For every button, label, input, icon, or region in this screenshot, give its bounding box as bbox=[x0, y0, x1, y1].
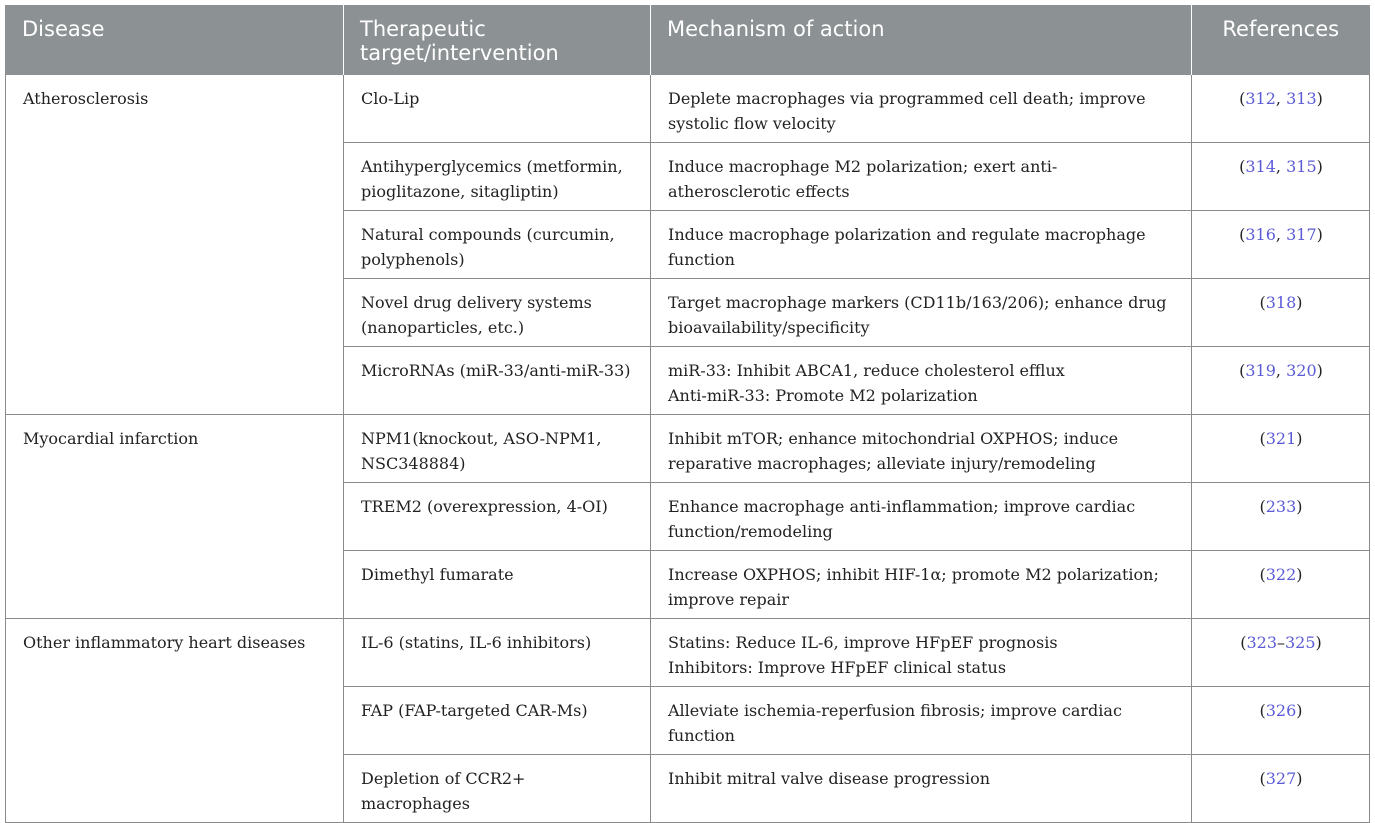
mechanism-line: Inhibit mitral valve disease progression bbox=[668, 769, 991, 788]
target-cell: Natural compounds (curcumin, polyphenols) bbox=[344, 211, 651, 279]
mechanism-line: Enhance macrophage anti-inflammation; improve cardiac function/remodeling bbox=[668, 497, 1136, 541]
mechanism-line: Inhibit mTOR; enhance mitochondrial OXPHOS; induce reparative macrophages; alleviate injury/remodeling bbox=[668, 429, 1119, 473]
mechanism-cell bbox=[651, 415, 1192, 483]
header-mechanism: Mechanism of action bbox=[651, 5, 1192, 75]
target-cell: Dimethyl fumarate bbox=[344, 551, 651, 619]
therapeutic-targets-table bbox=[5, 5, 1370, 823]
table-row bbox=[6, 619, 1370, 687]
mechanism-cell bbox=[651, 211, 1192, 279]
mechanism-line: Increase OXPHOS; inhibit HIF-1α; promote M2 polarization; improve repair bbox=[668, 565, 1159, 609]
table-row bbox=[6, 415, 1370, 483]
references-cell: (326) bbox=[1192, 687, 1370, 755]
target-cell: NPM1(knockout, ASO-NPM1, NSC348884) bbox=[344, 415, 651, 483]
reference-link[interactable]: 312 bbox=[1245, 89, 1276, 108]
header-disease: Disease bbox=[6, 5, 344, 75]
reference-link[interactable]: 317 bbox=[1286, 225, 1317, 244]
mechanism-cell bbox=[651, 75, 1192, 143]
target-cell: Antihyperglycemics (metformin, pioglitazone, sitagliptin) bbox=[344, 143, 651, 211]
reference-link[interactable]: 233 bbox=[1265, 497, 1297, 516]
mechanism-cell bbox=[651, 143, 1192, 211]
disease-cell: Other inflammatory heart diseases bbox=[6, 619, 344, 823]
reference-link[interactable]: 313 bbox=[1286, 89, 1317, 108]
target-cell: Depletion of CCR2+ macrophages bbox=[344, 755, 651, 823]
references-cell: (314, 315) bbox=[1192, 143, 1370, 211]
mechanism-cell bbox=[651, 551, 1192, 619]
mechanism-line: Induce macrophage polarization and regulate macrophage function bbox=[668, 225, 1146, 269]
mechanism-line: Alleviate ischemia-reperfusion fibrosis; improve cardiac function bbox=[668, 701, 1122, 745]
mechanism-line: Induce macrophage M2 polarization; exert anti-atherosclerotic effects bbox=[668, 157, 1058, 201]
reference-separator: – bbox=[1277, 633, 1285, 652]
target-cell: MicroRNAs (miR-33/anti-miR-33) bbox=[344, 347, 651, 415]
references-cell: (312, 313) bbox=[1192, 75, 1370, 143]
header-references: References bbox=[1192, 5, 1370, 75]
reference-link[interactable]: 326 bbox=[1265, 701, 1297, 720]
target-cell: IL-6 (statins, IL-6 inhibitors) bbox=[344, 619, 651, 687]
mechanism-cell bbox=[651, 619, 1192, 687]
target-cell: Clo-Lip bbox=[344, 75, 651, 143]
reference-link[interactable]: 325 bbox=[1285, 633, 1316, 652]
mechanism-line: Anti-miR-33: Promote M2 polarization bbox=[668, 386, 978, 405]
mechanism-cell bbox=[651, 279, 1192, 347]
reference-separator: , bbox=[1275, 361, 1287, 380]
mechanism-line: miR-33: Inhibit ABCA1, reduce cholesterol efflux bbox=[668, 361, 1065, 380]
mechanism-line: Target macrophage markers (CD11b/163/206); enhance drug bioavailability/specificity bbox=[668, 293, 1167, 337]
reference-link[interactable]: 316 bbox=[1245, 225, 1276, 244]
references-cell: (322) bbox=[1192, 551, 1370, 619]
header-target: Therapeutic target/intervention bbox=[344, 5, 651, 75]
reference-separator: , bbox=[1275, 89, 1287, 108]
table-body bbox=[6, 75, 1370, 823]
mechanism-cell bbox=[651, 755, 1192, 823]
reference-link[interactable]: 327 bbox=[1265, 769, 1297, 788]
reference-link[interactable]: 322 bbox=[1265, 565, 1297, 584]
reference-link[interactable]: 320 bbox=[1286, 361, 1317, 380]
mechanism-line: Statins: Reduce IL-6, improve HFpEF prognosis bbox=[668, 633, 1058, 652]
references-cell: (319, 320) bbox=[1192, 347, 1370, 415]
mechanism-cell bbox=[651, 687, 1192, 755]
reference-link[interactable]: 319 bbox=[1245, 361, 1276, 380]
mechanism-cell bbox=[651, 483, 1192, 551]
reference-link[interactable]: 323 bbox=[1246, 633, 1277, 652]
target-cell: Novel drug delivery systems (nanoparticles, etc.) bbox=[344, 279, 651, 347]
references-cell: (321) bbox=[1192, 415, 1370, 483]
reference-link[interactable]: 321 bbox=[1265, 429, 1297, 448]
mechanism-line: Inhibitors: Improve HFpEF clinical status bbox=[668, 658, 1007, 677]
reference-separator: , bbox=[1275, 157, 1287, 176]
references-cell: (327) bbox=[1192, 755, 1370, 823]
disease-cell: Atherosclerosis bbox=[6, 75, 344, 415]
table-container bbox=[5, 5, 1369, 823]
reference-link[interactable]: 315 bbox=[1286, 157, 1317, 176]
target-cell: FAP (FAP-targeted CAR-Ms) bbox=[344, 687, 651, 755]
references-cell: (323–325) bbox=[1192, 619, 1370, 687]
mechanism-cell bbox=[651, 347, 1192, 415]
references-cell: (233) bbox=[1192, 483, 1370, 551]
reference-separator: , bbox=[1275, 225, 1287, 244]
disease-cell: Myocardial infarction bbox=[6, 415, 344, 619]
table-header bbox=[6, 5, 1370, 75]
references-cell: (316, 317) bbox=[1192, 211, 1370, 279]
reference-link[interactable]: 318 bbox=[1265, 293, 1297, 312]
mechanism-line: Deplete macrophages via programmed cell death; improve systolic flow velocity bbox=[668, 89, 1146, 133]
references-cell: (318) bbox=[1192, 279, 1370, 347]
table-row bbox=[6, 75, 1370, 143]
target-cell: TREM2 (overexpression, 4-OI) bbox=[344, 483, 651, 551]
reference-link[interactable]: 314 bbox=[1245, 157, 1276, 176]
